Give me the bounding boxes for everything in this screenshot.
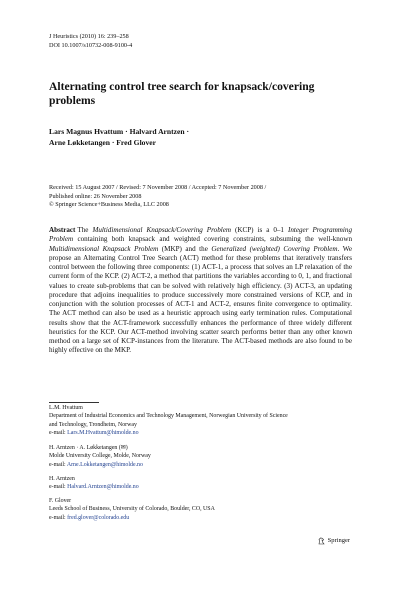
abstract-italic: Integer Programming Problem [49, 226, 352, 244]
affiliation-arntzen [49, 475, 354, 492]
springer-horse-icon [318, 537, 325, 545]
publication-history [49, 184, 359, 210]
springer-wordmark: Springer [327, 537, 350, 544]
affiliation-email-line [49, 514, 354, 522]
author-line-1: Lars Magnus Hvattum · Halvard Arntzen · [49, 127, 190, 136]
email-link[interactable]: Halvard.Arntzen@himolde.no [67, 484, 139, 491]
affiliation-org: Department of Industrial Economics and Technology Management, Norwegian University of Science [49, 413, 288, 420]
email-link[interactable]: Lars.M.Hvattum@himolde.no [67, 429, 139, 436]
affiliation-email-line [49, 429, 354, 437]
affiliation-names: H. Arntzen [49, 476, 75, 482]
abstract [49, 226, 352, 356]
dates-line: Received: 15 August 2007 / Revised: 7 November 2008 / Accepted: 7 November 2008 / [49, 184, 267, 191]
abstract-italic: Multidimensional Knapsack/Covering Problem [92, 226, 231, 234]
copyright: © Springer Science+Business Media, LLC 2008 [49, 201, 169, 209]
author-list [49, 126, 349, 148]
email-label: e-mail: [49, 461, 67, 468]
abstract-italic: Generalized (weighted) Covering Problem [211, 244, 338, 253]
paper-title: Alternating control tree search for knapsack/covering problems [49, 80, 315, 107]
affiliation-email-line [49, 461, 354, 469]
email-link[interactable]: fred.glover@colorado.edu [67, 514, 130, 521]
email-label: e-mail: [49, 484, 68, 491]
author-line-2: Arne Løkketangen · Fred Glover [49, 138, 157, 147]
affiliation-glover [49, 497, 354, 522]
doi: DOI 10.1007/s10732-008-9100-4 [49, 41, 133, 49]
journal-header [49, 33, 132, 50]
email-label: e-mail: [49, 429, 68, 436]
affiliation-org: Molde University College, Molde, Norway [49, 453, 151, 460]
abstract-italic: Multidimensional Knapsack Problem [49, 244, 159, 253]
abstract-text: The [77, 226, 93, 234]
journal-citation: J Heuristics (2010) 16: 239–258 [49, 33, 129, 40]
springer-logo [318, 536, 350, 545]
abstract-text: (MKP) and the [158, 244, 212, 253]
abstract-text: containing both knapsack and weighted covering constraints, subsuming the well-known [73, 235, 352, 244]
affiliation-names: L.M. Hvattum [49, 405, 83, 411]
abstract-heading: Abstract [49, 226, 76, 234]
published-online: Published online: 26 November 2008 [49, 192, 142, 200]
affiliation-org-cont: and Technology, Trondheim, Norway [49, 421, 137, 428]
footnote-rule [49, 402, 99, 403]
affiliation-arntzen-lokketangen [49, 444, 354, 469]
affiliation-email-line [49, 483, 354, 491]
email-link[interactable]: Arne.Lokketangen@himolde.no [66, 461, 143, 468]
affiliation-hvattum [49, 404, 354, 437]
email-label: e-mail: [49, 514, 68, 521]
abstract-text: . We propose an Alternating Control Tree Search (ACT) method for these problems that iteratively transfers control between the following three components: (1) ACT-1, a process that solves an LP relaxation of the current form of the KCP. (2) ACT-2, a method that partitions the variables according to 0, 1, and fractional values to create sub-problems that can be solved with relatively high efficiency. (3) ACT-3, an updating procedure that adjoins inequalities to produce successively more constrained versions of KCP, and in conjunction with the solution processes of ACT-1 and ACT-2, ensures finite convergence to optimality. The ACT method can also be used as a heuristic approach using early termination rules. Computational results show that the ACT-framework successfully enhances the performance of three widely different heuristics for the KCP. Our ACT-method involving scatter search performs better than any other known method on a large set of KCP-instances from the literature. The ACT-based methods are also found to be highly effective on the MKP. [49, 244, 352, 355]
affiliation-names: F. Glover [49, 498, 72, 504]
affiliation-org: Leeds School of Business, University of Colorado, Boulder, CO, USA [49, 506, 215, 513]
abstract-text: (KCP) is a 0–1 [230, 226, 288, 234]
affiliation-names: H. Arntzen · A. Løkketangen (✉) [49, 445, 128, 451]
